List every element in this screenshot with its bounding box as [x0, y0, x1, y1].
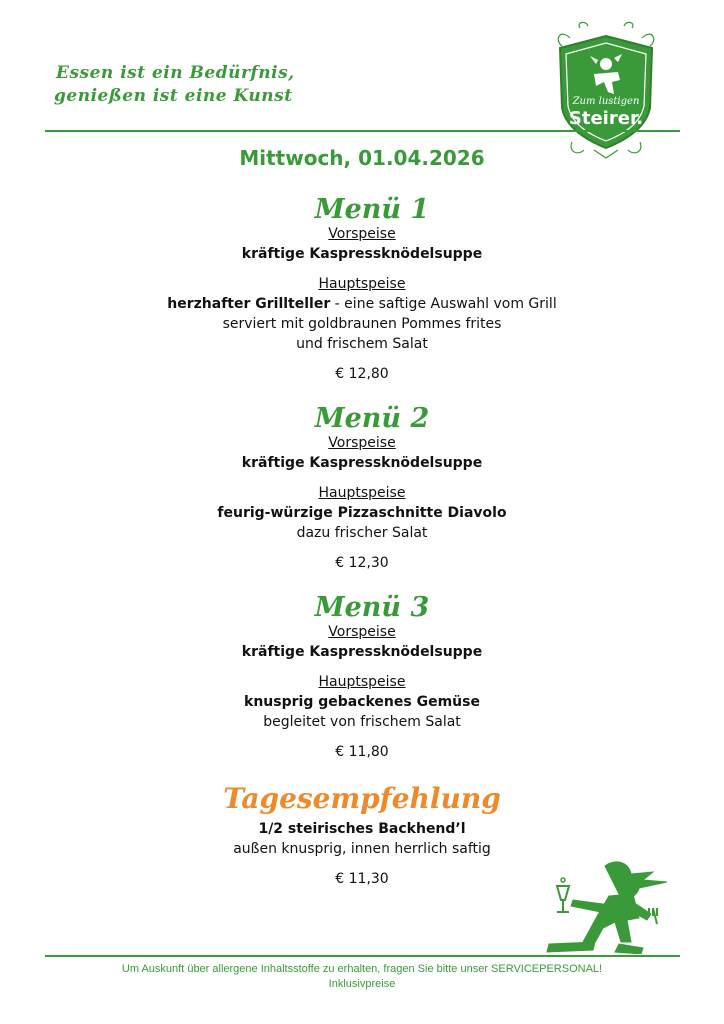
- main-dish: [0, 294, 724, 314]
- menu-price: € 11,80: [335, 744, 389, 760]
- top-divider: [45, 130, 680, 132]
- main-desc-1: begleitet von frischem Salat: [263, 714, 461, 730]
- menu-price: € 12,30: [335, 555, 389, 571]
- logo-small-text: Zum lustigen: [572, 96, 640, 107]
- menu-2: [0, 405, 724, 573]
- main-dish-name: feurig-würzige Pizzaschnitte Diavolo: [217, 505, 507, 521]
- starter-label: Vorspeise: [328, 226, 396, 242]
- special-price: € 11,30: [335, 871, 389, 887]
- tagline-line-2: genießen ist eine Kunst: [54, 86, 293, 106]
- page-date: Mittwoch, 01.04.2026: [239, 146, 485, 170]
- menu-title: Menü 2: [314, 403, 430, 434]
- footer: [0, 962, 724, 992]
- price-notice: Inklusivpreise: [328, 978, 396, 990]
- restaurant-logo-shield: [550, 20, 662, 160]
- starter-dish: kräftige Kaspressknödelsuppe: [241, 455, 483, 471]
- logo-big-text: Steirer.: [568, 108, 644, 129]
- tagline: [56, 62, 295, 108]
- starter-dish: kräftige Kaspressknödelsuppe: [241, 246, 483, 262]
- tagline-line-1: Essen ist ein Bedürfnis,: [56, 63, 295, 83]
- starter-dish: kräftige Kaspressknödelsuppe: [241, 644, 483, 660]
- main-dish-name: herzhafter Grillteller: [167, 296, 331, 312]
- main-desc-1: dazu frischer Salat: [296, 525, 428, 541]
- menu-3: [0, 594, 724, 762]
- menu-price: € 12,80: [335, 366, 389, 382]
- main-label: Hauptspeise: [318, 485, 406, 501]
- bottom-divider: [45, 955, 680, 957]
- starter-label: Vorspeise: [328, 624, 396, 640]
- menu-title: Menü 3: [314, 592, 430, 623]
- main-dish-name: knusprig gebackenes Gemüse: [244, 694, 480, 710]
- starter-label: Vorspeise: [328, 435, 396, 451]
- special-title: Tagesempfehlung: [223, 782, 501, 815]
- mascot-chef-icon: [543, 858, 683, 954]
- special-desc: außen knusprig, innen herrlich saftig: [233, 841, 491, 857]
- main-label: Hauptspeise: [318, 674, 406, 690]
- special-dish: 1/2 steirisches Backhend’l: [258, 821, 466, 837]
- main-desc-2: und frischem Salat: [296, 336, 428, 352]
- main-desc-1: serviert mit goldbraunen Pommes frites: [222, 316, 502, 332]
- menu-1: [0, 196, 724, 384]
- menu-title: Menü 1: [314, 194, 430, 225]
- main-label: Hauptspeise: [318, 276, 406, 292]
- main-dish-extra: - eine saftige Auswahl vom Grill: [330, 296, 557, 312]
- allergen-notice: Um Auskunft über allergene Inhaltsstoffe zu erhalten, fragen Sie bitte unser SERVICEPERSONAL!: [121, 963, 603, 975]
